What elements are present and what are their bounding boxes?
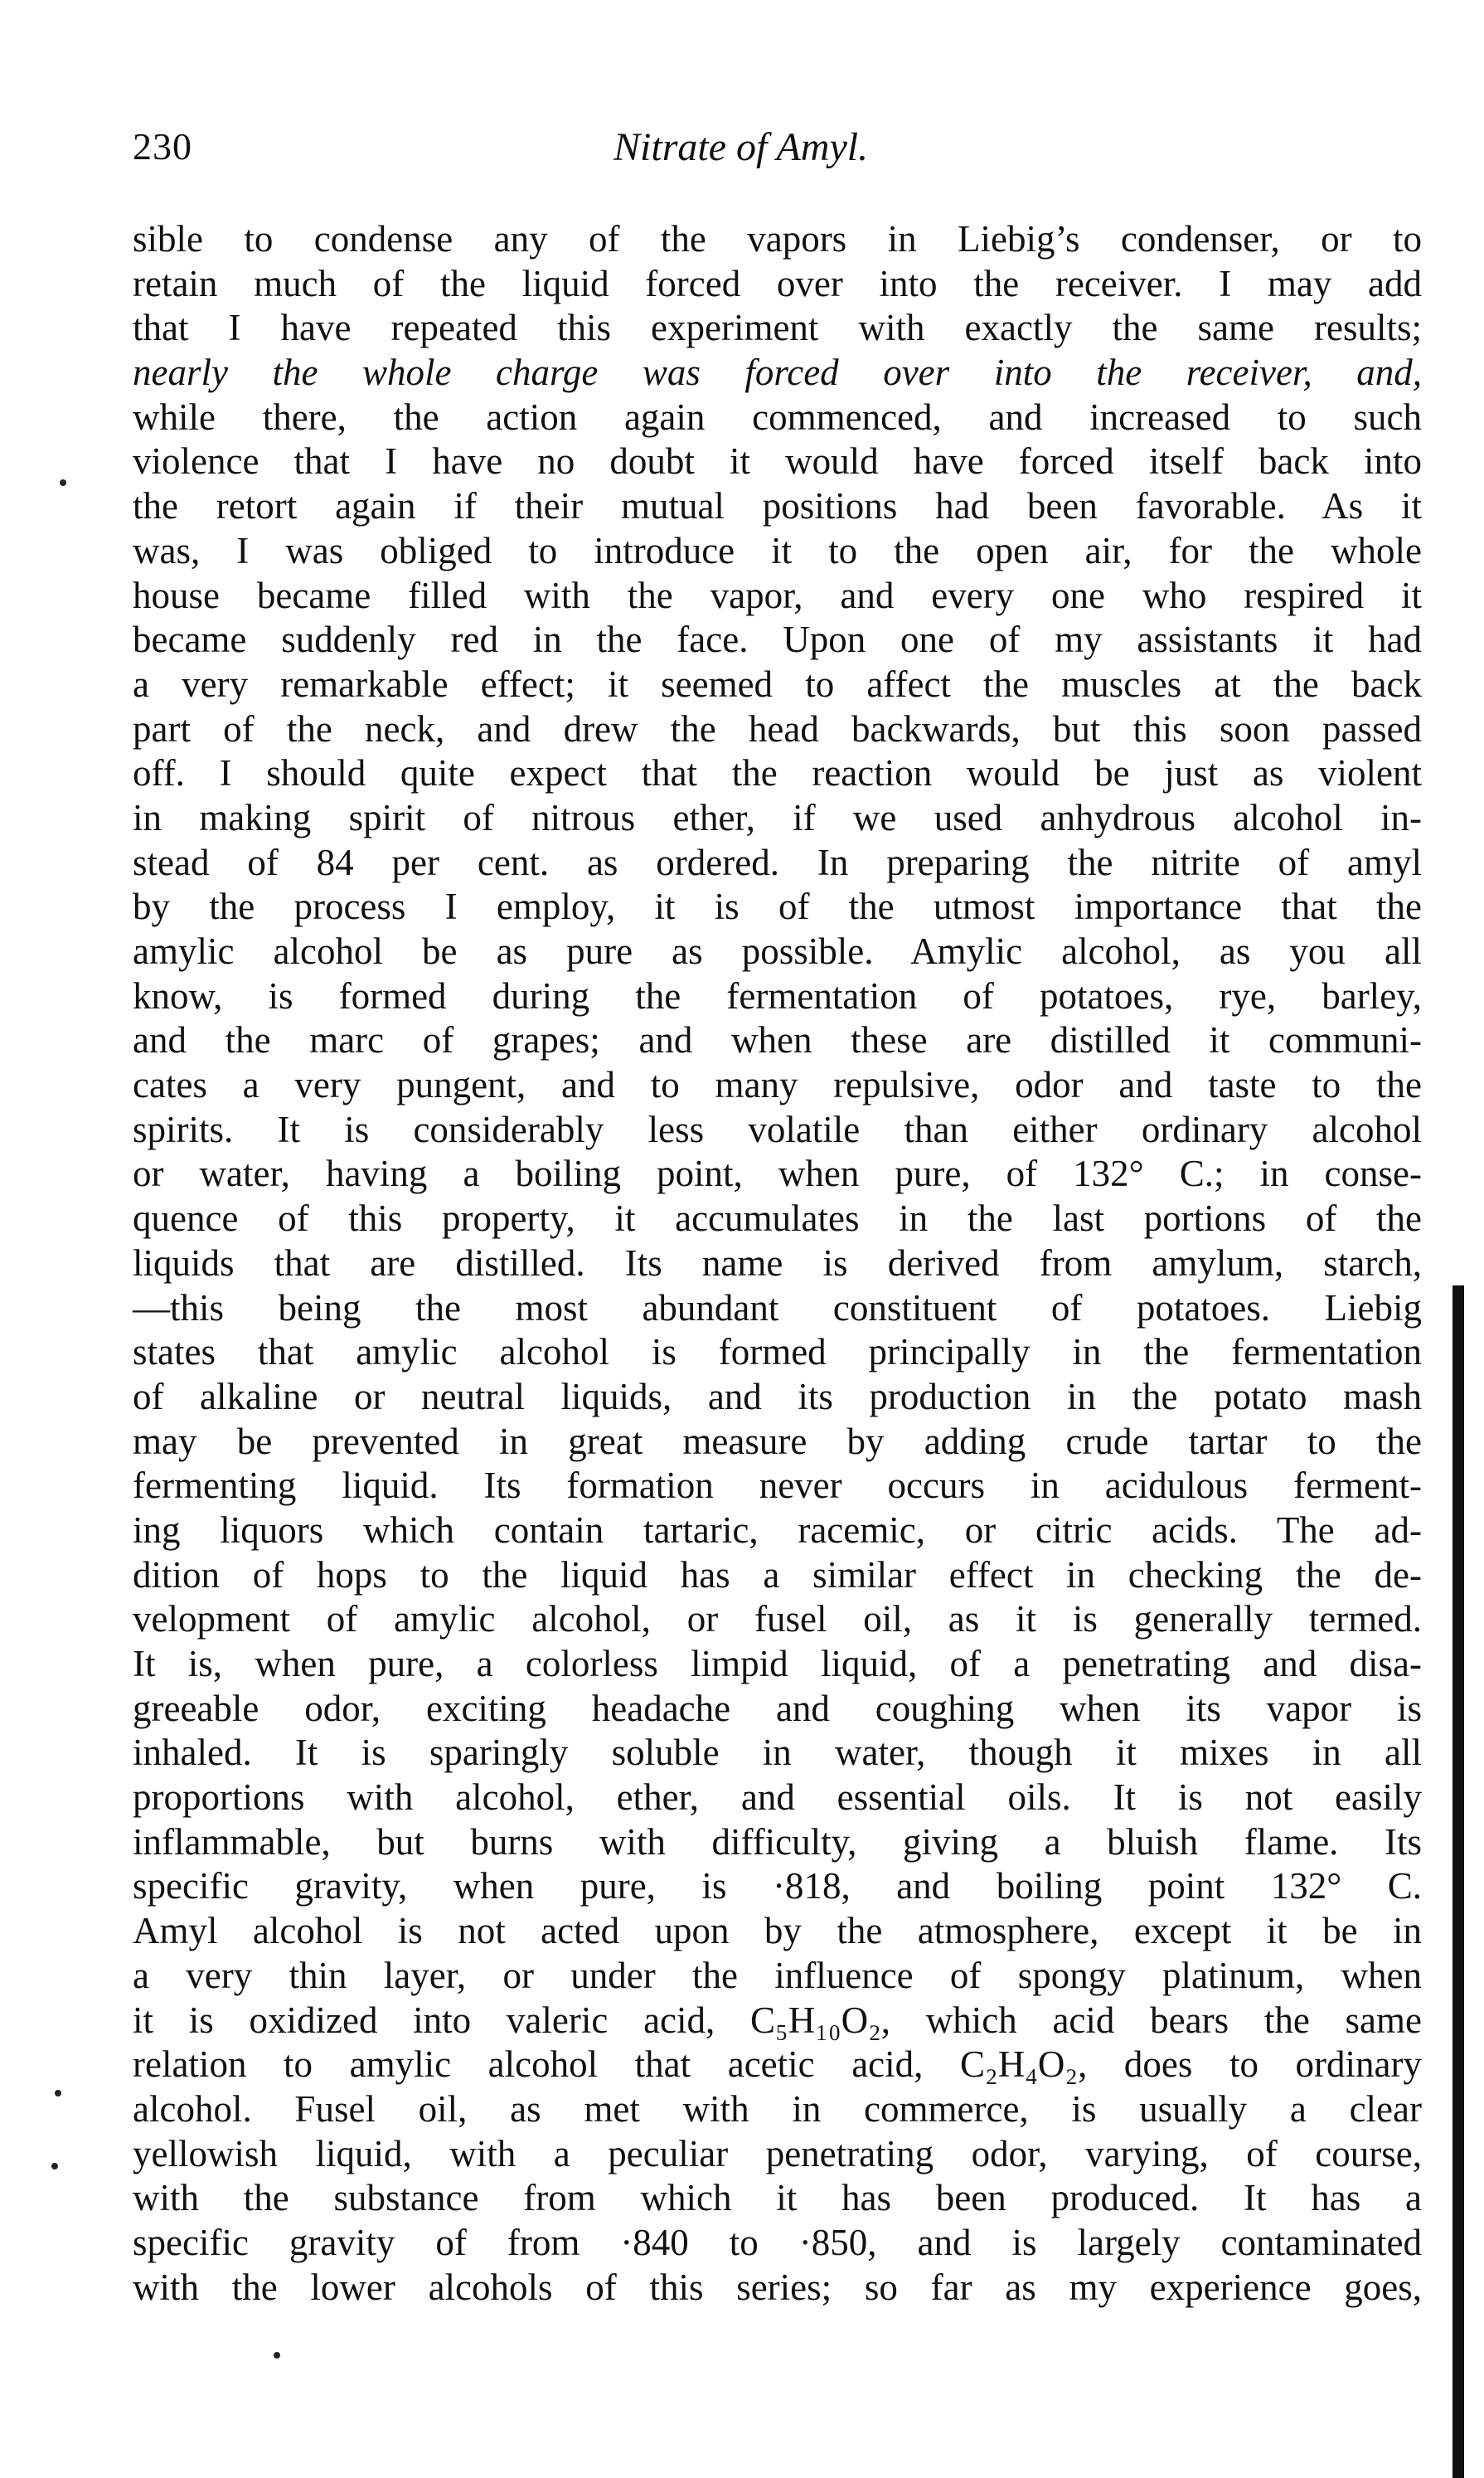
text-line: know, is formed during the fermentation of potatoes, rye, barley, — [133, 974, 1422, 1017]
scan-speck — [60, 479, 66, 486]
text-line: Amyl alcohol is not acted upon by the atmosphere, except it be in — [133, 1910, 1422, 1952]
text-line: alcohol. Fusel oil, as met with in commerce, is usually a clear — [133, 2087, 1422, 2130]
text-line: and the marc of grapes; and when these are distilled it communi- — [133, 1019, 1422, 1062]
body-text — [133, 217, 1422, 2310]
scan-speck — [274, 2352, 280, 2359]
text-line: inhaled. It is sparingly soluble in water, though it mixes in all — [133, 1732, 1422, 1774]
text-line: in making spirit of nitrous ether, if we used anhydrous alcohol in- — [133, 796, 1422, 838]
text-line: specific gravity, when pure, is ·818, and boiling point 132° C. — [133, 1865, 1422, 1907]
running-title: Nitrate of Amyl. — [613, 125, 869, 169]
text-line: quence of this property, it accumulates in the last portions of the — [133, 1198, 1422, 1240]
text-line: greeable odor, exciting headache and coughing when its vapor is — [133, 1687, 1422, 1729]
text-line: with the lower alcohols of this series; so far as my experience goes, — [133, 2266, 1422, 2308]
text-line: off. I should quite expect that the reaction would be just as violent — [133, 752, 1422, 794]
scan-speck — [55, 2090, 61, 2097]
text-line: part of the neck, and drew the head backwards, but this soon passed — [133, 707, 1422, 750]
text-line: stead of 84 per cent. as ordered. In preparing the nitrite of amyl — [133, 841, 1422, 883]
text-line: by the process I employ, it is of the utmost importance that the — [133, 886, 1422, 928]
text-line: liquids that are distilled. Its name is derived from amylum, starch, — [133, 1241, 1422, 1284]
text-line: while there, the action again commenced, and increased to such — [133, 396, 1422, 438]
page-number: 230 — [133, 125, 192, 168]
text-line: nearly the whole charge was forced over into the receiver, and, — [133, 352, 1422, 394]
text-line: retain much of the liquid forced over into the receiver. I may add — [133, 262, 1422, 304]
text-line: with the substance from which it has been produced. It has a — [133, 2177, 1422, 2219]
scan-speck — [51, 2163, 58, 2169]
text-line: cates a very pungent, and to many repulsive, odor and taste to the — [133, 1064, 1422, 1106]
text-line: house became filled with the vapor, and every one who respired it — [133, 574, 1422, 616]
text-line: a very thin layer, or under the influence of spongy platinum, when — [133, 1954, 1422, 1996]
text-line: the retort again if their mutual positions had been favorable. As it — [133, 485, 1422, 527]
text-line: it is oxidized into valeric acid, C₅H₁₀O₂, which acid bears the same — [133, 1999, 1422, 2041]
text-line: It is, when pure, a colorless limpid liquid, of a penetrating and disa- — [133, 1643, 1422, 1684]
page-header — [133, 124, 1310, 182]
text-line: of alkaline or neutral liquids, and its production in the potato mash — [133, 1375, 1422, 1417]
text-line: —this being the most abundant constituent of potatoes. Liebig — [133, 1286, 1422, 1329]
text-line: violence that I have no doubt it would have forced itself back into — [133, 440, 1422, 483]
text-line: sible to condense any of the vapors in Liebig’s condenser, or to — [133, 218, 1422, 260]
text-line: states that amylic alcohol is formed principally in the fermentation — [133, 1331, 1422, 1373]
text-line: or water, having a boiling point, when pure, of 132° C.; in conse- — [133, 1153, 1422, 1195]
text-line: a very remarkable effect; it seemed to affect the muscles at the back — [133, 663, 1422, 705]
text-line: velopment of amylic alcohol, or fusel oil, as it is generally termed. — [133, 1598, 1422, 1640]
text-line: yellowish liquid, with a peculiar penetrating odor, varying, of course, — [133, 2132, 1422, 2174]
text-line: was, I was obliged to introduce it to the open air, for the whole — [133, 529, 1422, 571]
text-line: specific gravity of from ·840 to ·850, and is largely contaminated — [133, 2221, 1422, 2263]
text-line: may be prevented in great measure by adding crude tartar to the — [133, 1420, 1422, 1462]
text-line: became suddenly red in the face. Upon one of my assistants it had — [133, 619, 1422, 661]
scan-edge-shadow — [1452, 1285, 1464, 2478]
text-line: proportions with alcohol, ether, and essential oils. It is not easily — [133, 1776, 1422, 1819]
text-line: fermenting liquid. Its formation never occurs in acidulous ferment- — [133, 1465, 1422, 1507]
text-line: amylic alcohol be as pure as possible. Amylic alcohol, as you all — [133, 930, 1422, 972]
text-line: inflammable, but burns with difficulty, giving a bluish flame. Its — [133, 1820, 1422, 1863]
text-line: relation to amylic alcohol that acetic acid, C₂H₄O₂, does to ordinary — [133, 2043, 1422, 2086]
text-line: ing liquors which contain tartaric, racemic, or citric acids. The ad- — [133, 1509, 1422, 1551]
text-line: spirits. It is considerably less volatile than either ordinary alcohol — [133, 1108, 1422, 1150]
text-line: dition of hops to the liquid has a similar effect in checking the de- — [133, 1553, 1422, 1596]
text-line: that I have repeated this experiment with exactly the same results; — [133, 307, 1422, 349]
